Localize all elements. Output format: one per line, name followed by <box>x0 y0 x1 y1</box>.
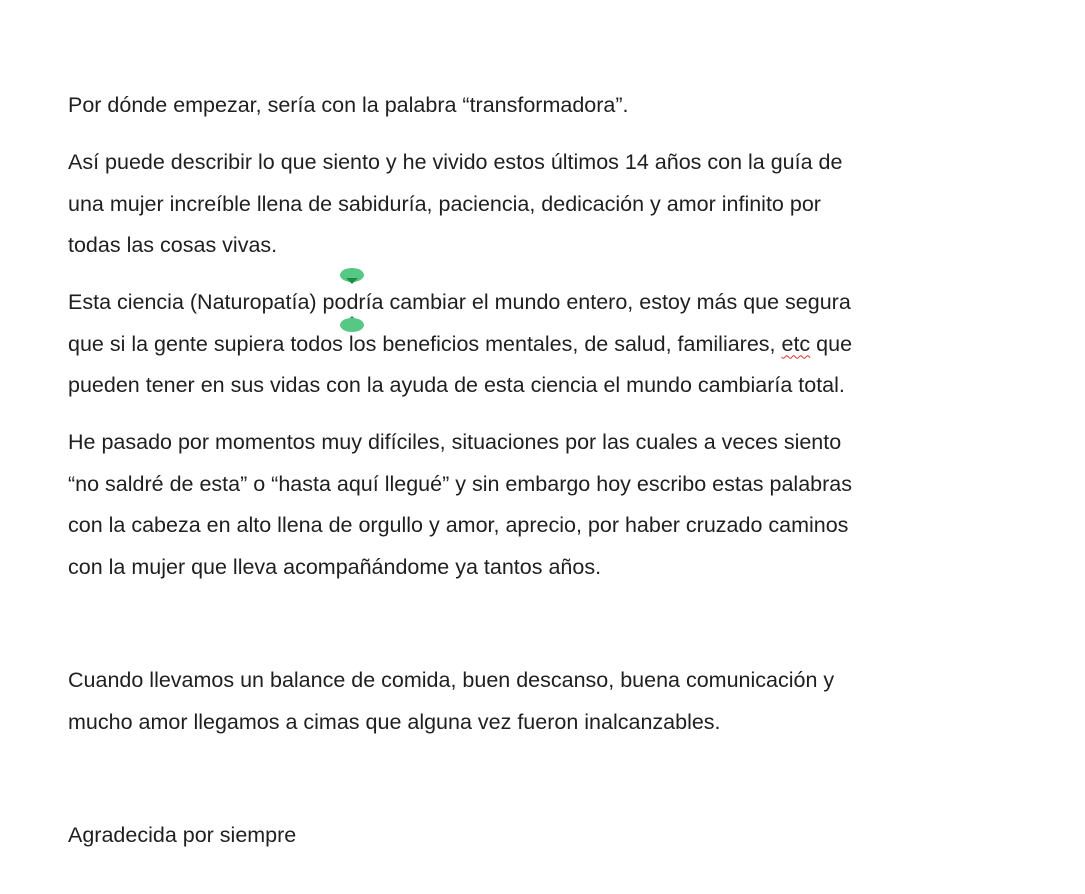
text-line: He pasado por momentos muy difíciles, situaciones por las cuales a veces siento <box>68 430 842 454</box>
text-line: con la mujer que lleva acompañándome ya tantos años. <box>68 554 602 579</box>
text-line: con la cabeza en alto llena de orgullo y amor, aprecio, por haber cruzado caminos <box>68 513 849 537</box>
text-line: una mujer increíble llena de sabiduría, paciencia, dedicación y amor infinito por <box>68 191 821 216</box>
paragraph-spacing <box>68 407 968 423</box>
text-line: “no saldré de esta” o “hasta aquí llegué” y sin embargo hoy escribo estas palabras <box>68 471 852 496</box>
text-segment: que <box>810 331 853 356</box>
document-body[interactable] <box>68 85 968 857</box>
text-line: Esta ciencia (Naturopatía) podría cambiar el mundo entero, estoy más que segura <box>68 290 851 314</box>
paragraph-spacing <box>68 127 968 143</box>
paragraph-2[interactable] <box>68 142 968 267</box>
selection-handle-bottom-icon[interactable] <box>340 316 364 332</box>
text-line: Agradecida por siempre <box>68 823 297 847</box>
text-line: Así puede describir lo que siento y he vivido estos últimos 14 años con la guía de <box>68 150 843 174</box>
selection-handle-top-icon[interactable] <box>340 268 364 284</box>
paragraph-spacing <box>68 588 968 660</box>
paragraph-1[interactable] <box>68 85 968 127</box>
text-line: Por dónde empezar, sería con la palabra “transformadora”. <box>68 93 629 117</box>
paragraph-3[interactable] <box>68 282 968 407</box>
text-line: todas las cosas vivas. <box>68 233 278 257</box>
text-line: Cuando llevamos un balance de comida, buen descanso, buena comunicación y <box>68 668 835 692</box>
misspelled-word[interactable]: etc <box>781 331 811 356</box>
paragraph-spacing <box>68 267 968 283</box>
text-line: pueden tener en sus vidas con la ayuda de esta ciencia el mundo cambiaría total. <box>68 373 845 397</box>
text-line <box>68 324 968 366</box>
paragraph-4[interactable] <box>68 422 968 588</box>
text-segment: que si la gente supiera todos los beneficios mentales, de salud, familiares, <box>68 331 782 356</box>
paragraph-spacing <box>68 743 968 815</box>
paragraph-6[interactable] <box>68 815 968 857</box>
text-line: mucho amor llegamos a cimas que alguna vez fueron inalcanzables. <box>68 709 721 734</box>
paragraph-5[interactable] <box>68 660 968 743</box>
